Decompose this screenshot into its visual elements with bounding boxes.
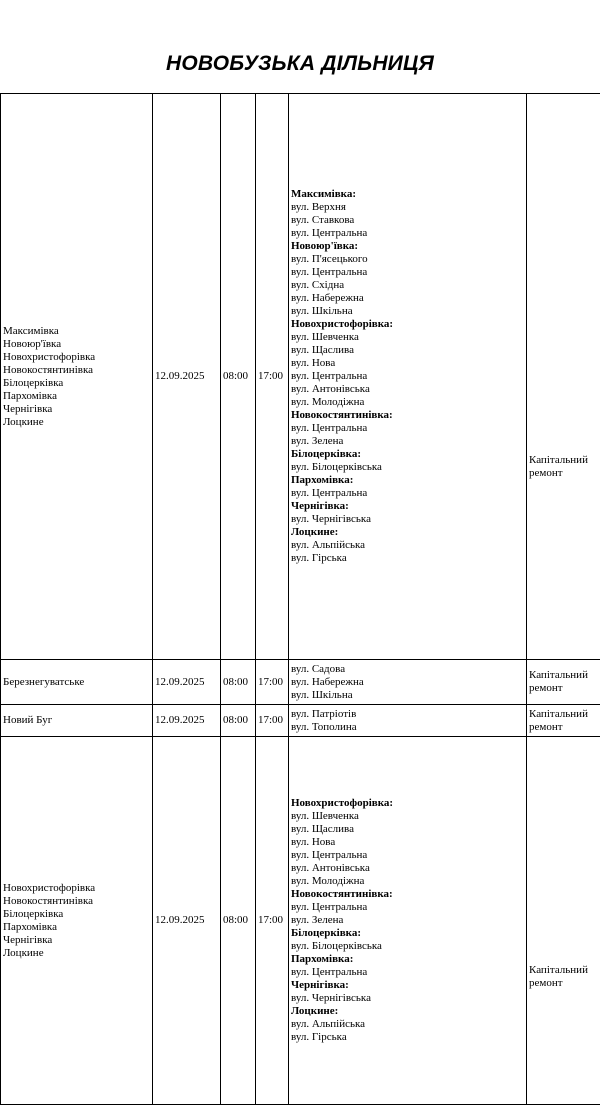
settlement-name: Лоцкине <box>3 947 150 960</box>
work-type-text: ремонт <box>529 467 598 480</box>
settlement-name: Березнегуватське <box>3 676 150 689</box>
settlement-name: Білоцерківка <box>3 908 150 921</box>
streets-cell <box>289 737 527 1105</box>
table-row <box>1 737 600 1105</box>
date-cell: 12.09.2025 <box>153 705 221 737</box>
street-name: вул. Центральна <box>291 966 524 979</box>
street-name: вул. Набережна <box>291 676 524 689</box>
settlement-name: Білоцерківка <box>3 377 150 390</box>
settlement-name: Новокостянтинівка <box>3 895 150 908</box>
street-name: вул. Садова <box>291 663 524 676</box>
street-name: вул. Центральна <box>291 370 524 383</box>
table-row <box>1 660 600 705</box>
street-name: вул. Патріотів <box>291 708 524 721</box>
start-time-cell: 08:00 <box>221 705 256 737</box>
street-name: вул. Молодіжна <box>291 875 524 888</box>
settlement-name: Новоюр'ївка <box>3 338 150 351</box>
settlement-name: Пархомівка <box>3 921 150 934</box>
street-name: вул. Білоцерківська <box>291 940 524 953</box>
work-type-text: ремонт <box>529 977 598 990</box>
village-heading: Новохристофорівка: <box>291 318 524 331</box>
street-name: вул. Шевченка <box>291 331 524 344</box>
street-name: вул. Білоцерківська <box>291 461 524 474</box>
street-name: вул. Центральна <box>291 227 524 240</box>
settlement-name: Лоцкине <box>3 416 150 429</box>
street-name: вул. Шкільна <box>291 305 524 318</box>
street-name: вул. Тополина <box>291 721 524 734</box>
street-name: вул. Центральна <box>291 487 524 500</box>
work-type-text: ремонт <box>529 721 598 734</box>
street-name: вул. Центральна <box>291 901 524 914</box>
street-name: вул. Шевченка <box>291 810 524 823</box>
village-heading: Новохристофорівка: <box>291 797 524 810</box>
streets-cell <box>289 705 527 737</box>
work-type-cell <box>527 94 600 660</box>
village-heading: Білоцерківка: <box>291 927 524 940</box>
street-name: вул. Антонівська <box>291 862 524 875</box>
end-time-cell: 17:00 <box>256 705 289 737</box>
start-time-cell: 08:00 <box>221 660 256 705</box>
village-heading: Чернігівка: <box>291 979 524 992</box>
street-name: вул. Нова <box>291 836 524 849</box>
settlement-name: Максимівка <box>3 325 150 338</box>
settlement-name: Чернігівка <box>3 403 150 416</box>
settlement-name: Новий Буг <box>3 714 150 727</box>
date-cell: 12.09.2025 <box>153 660 221 705</box>
village-heading: Лоцкине: <box>291 1005 524 1018</box>
village-heading: Максимівка: <box>291 188 524 201</box>
street-name: вул. Щаслива <box>291 823 524 836</box>
date-cell: 12.09.2025 <box>153 94 221 660</box>
street-name: вул. Зелена <box>291 914 524 927</box>
outage-schedule-table <box>0 93 600 1105</box>
work-type-text: Капітальний <box>529 708 598 721</box>
work-type-cell <box>527 705 600 737</box>
village-heading: Пархомівка: <box>291 474 524 487</box>
end-time-cell: 17:00 <box>256 737 289 1105</box>
page-title: НОВОБУЗЬКА ДІЛЬНИЦЯ <box>0 52 600 76</box>
street-name: вул. Альпійська <box>291 1018 524 1031</box>
street-name: вул. Чернігівська <box>291 992 524 1005</box>
village-heading: Новокостянтинівка: <box>291 888 524 901</box>
street-name: вул. Чернігівська <box>291 513 524 526</box>
street-name: вул. Молодіжна <box>291 396 524 409</box>
settlement-name: Чернігівка <box>3 934 150 947</box>
village-heading: Чернігівка: <box>291 500 524 513</box>
street-name: вул. Східна <box>291 279 524 292</box>
settlement-name: Новохристофорівка <box>3 351 150 364</box>
village-heading: Новокостянтинівка: <box>291 409 524 422</box>
settlement-name: Новохристофорівка <box>3 882 150 895</box>
street-name: вул. Ставкова <box>291 214 524 227</box>
settlements-cell <box>1 737 153 1105</box>
settlements-cell <box>1 94 153 660</box>
street-name: вул. Антонівська <box>291 383 524 396</box>
street-name: вул. Зелена <box>291 435 524 448</box>
settlement-name: Пархомівка <box>3 390 150 403</box>
table-row <box>1 705 600 737</box>
village-heading: Новоюр'ївка: <box>291 240 524 253</box>
table-row <box>1 94 600 660</box>
end-time-cell: 17:00 <box>256 94 289 660</box>
street-name: вул. Альпійська <box>291 539 524 552</box>
work-type-text: ремонт <box>529 682 598 695</box>
street-name: вул. Гірська <box>291 552 524 565</box>
street-name: вул. Центральна <box>291 266 524 279</box>
street-name: вул. Гірська <box>291 1031 524 1044</box>
start-time-cell: 08:00 <box>221 737 256 1105</box>
work-type-cell <box>527 660 600 705</box>
street-name: вул. Центральна <box>291 422 524 435</box>
work-type-cell <box>527 737 600 1105</box>
work-type-text: Капітальний <box>529 669 598 682</box>
village-heading: Пархомівка: <box>291 953 524 966</box>
streets-cell <box>289 94 527 660</box>
settlements-cell <box>1 660 153 705</box>
streets-cell <box>289 660 527 705</box>
village-heading: Білоцерківка: <box>291 448 524 461</box>
work-type-text: Капітальний <box>529 964 598 977</box>
street-name: вул. Шкільна <box>291 689 524 702</box>
date-cell: 12.09.2025 <box>153 737 221 1105</box>
work-type-text: Капітальний <box>529 454 598 467</box>
street-name: вул. Центральна <box>291 849 524 862</box>
street-name: вул. Нова <box>291 357 524 370</box>
settlements-cell <box>1 705 153 737</box>
start-time-cell: 08:00 <box>221 94 256 660</box>
street-name: вул. П'ясецького <box>291 253 524 266</box>
village-heading: Лоцкине: <box>291 526 524 539</box>
street-name: вул. Щаслива <box>291 344 524 357</box>
end-time-cell: 17:00 <box>256 660 289 705</box>
settlement-name: Новокостянтинівка <box>3 364 150 377</box>
street-name: вул. Верхня <box>291 201 524 214</box>
street-name: вул. Набережна <box>291 292 524 305</box>
